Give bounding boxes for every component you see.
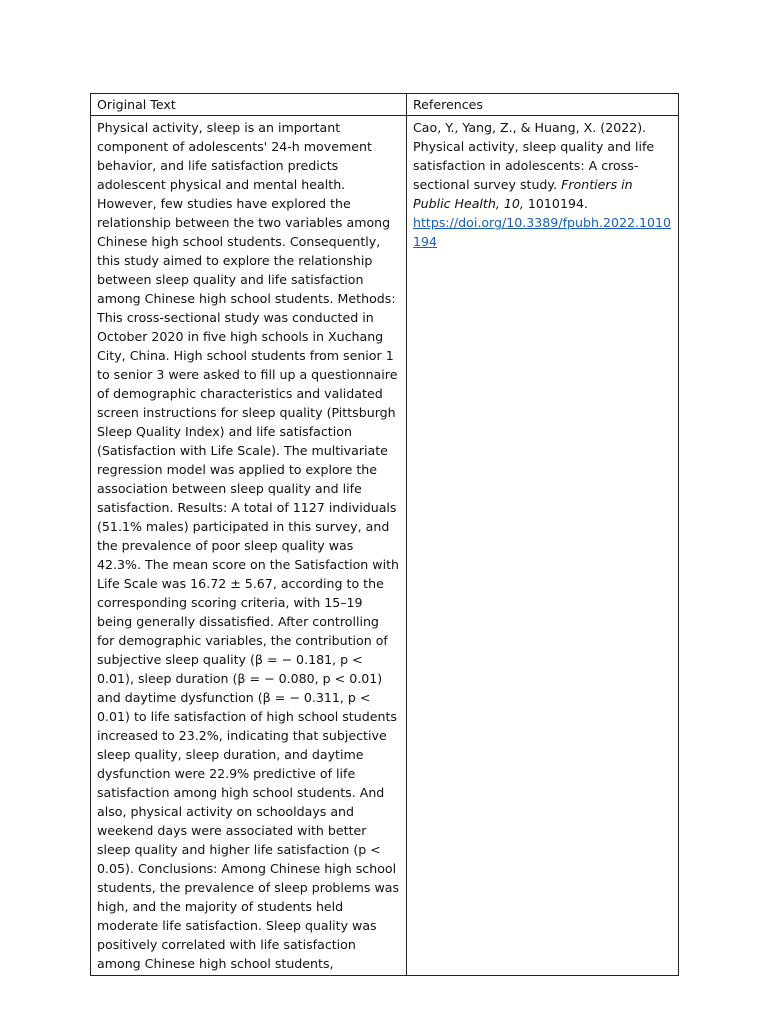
table-row bbox=[91, 116, 679, 976]
header-references: References bbox=[407, 94, 679, 116]
table-header-row bbox=[91, 94, 679, 116]
reference-title: Physical activity, sleep quality and life satisfaction in adolescents: A cross-sectional survey study. bbox=[413, 139, 655, 192]
reference-doi-link[interactable]: https://doi.org/10.3389/fpubh.2022.1010194 bbox=[413, 215, 672, 249]
original-text-cell bbox=[91, 116, 407, 976]
header-original-text: Original Text bbox=[91, 94, 407, 116]
citation-table bbox=[90, 93, 679, 976]
original-text-body: Physical activity, sleep is an important component of adolescents' 24-h movement behavior, and life satisfaction predicts adolescent physical and mental health. However, few studies have explored the relationship between the two variables among Chinese high school students. Consequently, this study aimed to explore the relationship between sleep quality and life satisfaction among Chinese high school students. Methods: This cross-sectional study was conducted in October 2020 in five high schools in Xuchang City, China. High school students from senior 1 to senior 3 were asked to fill up a questionnaire of demographic characteristics and validated screen instructions for sleep quality (Pittsburgh Sleep Quality Index) and life satisfaction (Satisfaction with Life Scale). The multivariate regression model was applied to explore the association between sleep quality and life satisfaction. Results: A total of 1127 individuals (51.1% males) participated in this survey, and the prevalence of poor sleep quality was 42.3%. The mean score on the Satisfaction with Life Scale was 16.72 ± 5.67, according to the corresponding scoring criteria, with 15–19 being generally dissatisfied. After controlling for demographic variables, the contribution of subjective sleep quality (β = − 0.181, p < 0.01), sleep duration (β = − 0.080, p < 0.01) and daytime dysfunction (β = − 0.311, p < 0.01) to life satisfaction of high school students increased to 23.2%, indicating that subjective sleep quality, sleep duration, and daytime dysfunction were 22.9% predictive of life satisfaction among high school students. And also, physical activity on schooldays and weekend days were associated with better sleep quality and higher life satisfaction (p < 0.05). Conclusions: Among Chinese high school students, the prevalence of sleep problems was high, and the majority of students held moderate life satisfaction. Sleep quality was positively correlated with life satisfaction among Chinese high school students, bbox=[97, 120, 400, 971]
reference-cell bbox=[407, 116, 679, 976]
reference-journal: Frontiers in Public Health, 10, bbox=[413, 177, 633, 211]
reference-article-number: 1010194. bbox=[523, 196, 588, 211]
reference-authors-year: Cao, Y., Yang, Z., & Huang, X. (2022). bbox=[413, 120, 647, 135]
